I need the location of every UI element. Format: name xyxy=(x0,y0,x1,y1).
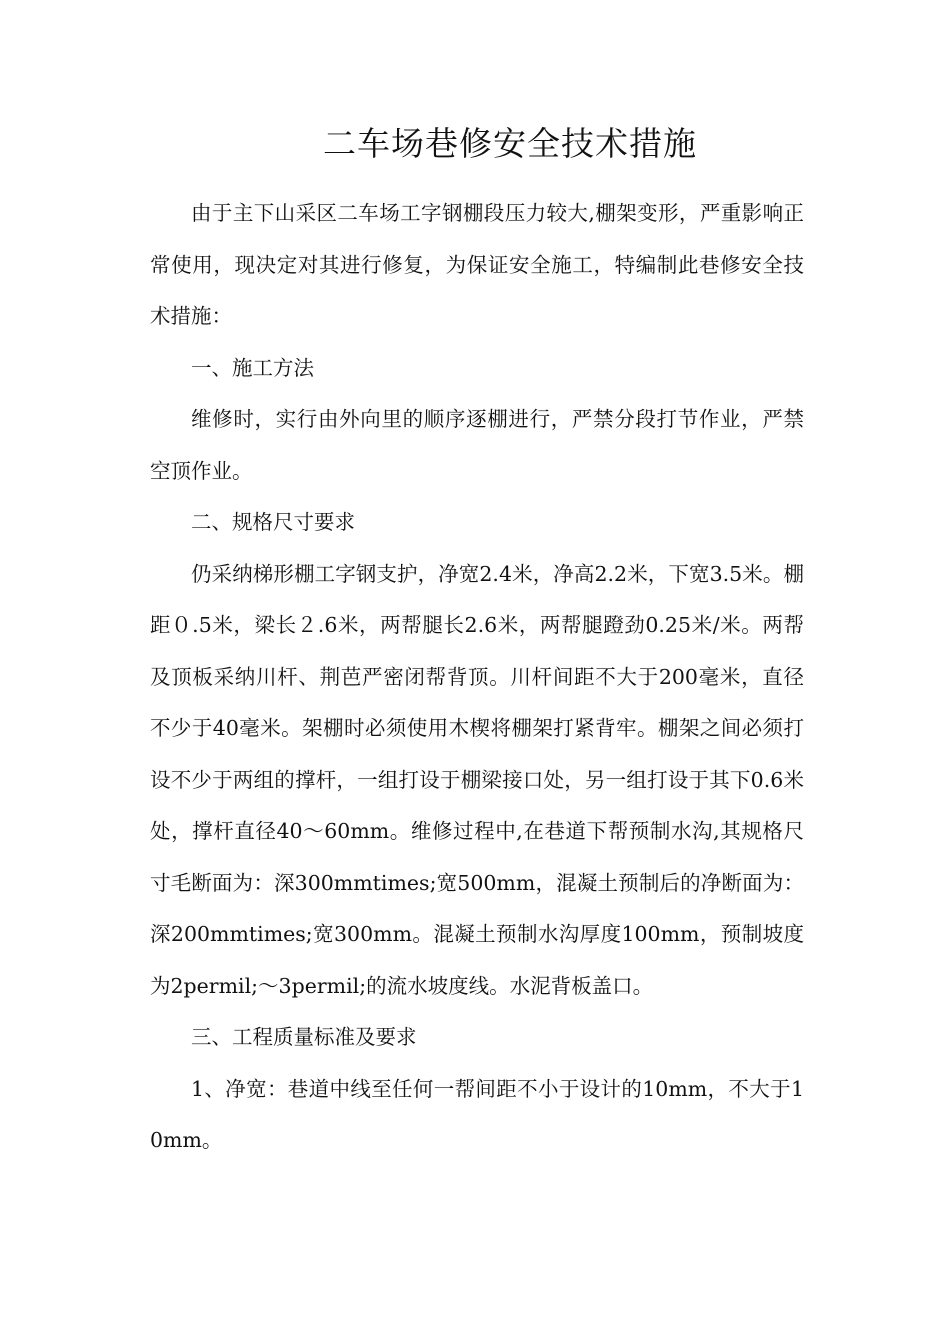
intro-paragraph: 由于主下山采区二车场工字钢棚段压力较大,棚架变形，严重影响正常使用，现决定对其进行修复，为保证安全施工，特编制此巷修安全技术措施： xyxy=(150,201,804,328)
section-heading-dimension-requirements: 二、规格尺寸要求 xyxy=(191,510,355,534)
quality-standard-item-1: 1、净宽：巷道中线至任何一帮间距不小于设计的10mm，不大于10mm。 xyxy=(150,1076,804,1152)
document-body xyxy=(150,188,804,1167)
section-heading-construction-method: 一、施工方法 xyxy=(191,355,314,380)
section-heading-quality-standards: 三、工程质量标准及要求 xyxy=(191,1025,417,1049)
construction-method-paragraph: 维修时，实行由外向里的顺序逐棚进行，严禁分段打节作业，严禁空顶作业。 xyxy=(150,407,804,483)
document-title: 二车场巷修安全技术措施 xyxy=(323,124,697,163)
dimension-requirements-paragraph: 仍采纳梯形棚工字钢支护，净宽2.4米，净高2.2米，下宽3.5米。棚距０.5米，梁长２.6米，两帮腿长2.6米，两帮腿蹬劲0.25米/米。两帮及顶板采纳川杆、荆芭严密闭帮背顶。川杆间距不大于200毫米，直径不少于40毫米。架棚时必须使用木楔将棚架打紧背牢。棚架之间必须打设不少于两组的撑杆，一组打设于棚梁接口处，另一组打设于其下0.6米处，撑杆直径40～60mm。维修过程中,在巷道下帮预制水沟,其规格尺寸毛断面为：深300mmtimes;宽500mm，混凝土预制后的净断面为：深200mmtimes;宽300mm。混凝土预制水沟厚度100mm，预制坡度为2permil;～3permil;的流水坡度线。水泥背板盖口。 xyxy=(150,561,804,998)
